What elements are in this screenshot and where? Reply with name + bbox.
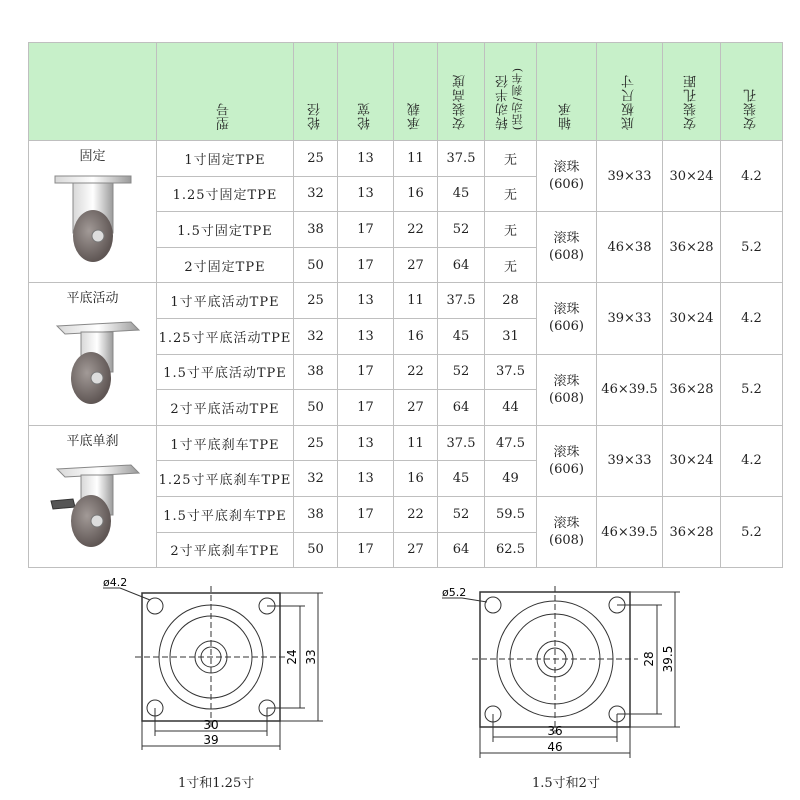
model-cell: 1.5寸平底刹车TPE (157, 496, 294, 532)
height-cell: 64 (438, 390, 485, 426)
bearing-type: 滚珠 (553, 373, 580, 389)
load-cell: 22 (394, 496, 438, 532)
header-row (29, 43, 783, 141)
swivel-radius-cell: 无 (485, 212, 537, 248)
height-cell: 64 (438, 247, 485, 283)
plate-size-cell: 39×33 (597, 425, 663, 496)
hole-label-large: ø5.2 (442, 586, 467, 599)
fixed-caster-icon (43, 168, 143, 268)
bearing-cell (537, 354, 597, 425)
bearing-type: 滚珠 (553, 302, 580, 318)
load-cell: 11 (394, 141, 438, 177)
hole-spacing-cell: 30×24 (663, 141, 721, 212)
model-cell: 2寸平底活动TPE (157, 390, 294, 426)
bearing-cell (537, 141, 597, 212)
bearing-code: (608) (549, 248, 584, 264)
hole-spacing-cell: 36×28 (663, 354, 721, 425)
hole-cell: 4.2 (721, 141, 783, 212)
hole-spacing-cell: 30×24 (663, 283, 721, 354)
bearing-code: (606) (549, 461, 584, 477)
bearing-type: 滚珠 (553, 444, 580, 460)
header-bearing: 轴承 (537, 43, 597, 141)
height-cell: 45 (438, 318, 485, 354)
outer-height-large: 39.5 (661, 645, 675, 673)
header-plate-size: 底板尺寸 (597, 43, 663, 141)
bearing-cell (537, 425, 597, 496)
hole-cell: 5.2 (721, 496, 783, 567)
table-row (29, 283, 783, 319)
hole-cell: 5.2 (721, 354, 783, 425)
plate-drawing-large (440, 584, 700, 764)
bearing-type: 滚珠 (553, 160, 580, 176)
load-cell: 11 (394, 425, 438, 461)
inner-width-large: 36 (547, 724, 563, 738)
hole-spacing-cell: 30×24 (663, 425, 721, 496)
outer-height-small: 33 (304, 649, 318, 665)
wheel-diameter-cell: 25 (294, 141, 338, 177)
height-cell: 52 (438, 212, 485, 248)
height-cell: 37.5 (438, 283, 485, 319)
wheel-width-cell: 13 (338, 141, 394, 177)
caption-large: 1.5寸和2寸 (532, 776, 600, 791)
model-cell: 1寸平底刹车TPE (157, 425, 294, 461)
caption-small: 1寸和1.25寸 (178, 776, 255, 791)
wheel-width-cell: 17 (338, 532, 394, 568)
model-cell: 1.5寸固定TPE (157, 212, 294, 248)
height-cell: 45 (438, 461, 485, 497)
model-cell: 2寸平底刹车TPE (157, 532, 294, 568)
height-cell: 52 (438, 354, 485, 390)
wheel-diameter-cell: 38 (294, 496, 338, 532)
swivel-radius-cell: 无 (485, 141, 537, 177)
header-height: 安装高度 (438, 43, 485, 141)
load-cell: 16 (394, 318, 438, 354)
spec-table (28, 42, 783, 568)
model-cell: 1.25寸平底刹车TPE (157, 461, 294, 497)
wheel-width-cell: 17 (338, 354, 394, 390)
wheel-diameter-cell: 50 (294, 247, 338, 283)
header-swivel-radius: 转动半径(活动/刹车) (485, 43, 537, 141)
bearing-type: 滚珠 (553, 231, 580, 247)
bearing-code: (606) (549, 319, 584, 335)
swivel-radius-cell: 44 (485, 390, 537, 426)
header-hole: 安装孔 (721, 43, 783, 141)
plate-size-cell: 46×39.5 (597, 496, 663, 567)
outer-width-large: 46 (547, 740, 563, 754)
swivel-radius-cell: 无 (485, 176, 537, 212)
plate-size-cell: 46×39.5 (597, 354, 663, 425)
wheel-diameter-cell: 32 (294, 176, 338, 212)
header-load: 承载 (394, 43, 438, 141)
load-cell: 11 (394, 283, 438, 319)
wheel-width-cell: 17 (338, 247, 394, 283)
load-cell: 16 (394, 461, 438, 497)
swivel-caster-icon (43, 310, 143, 410)
wheel-diameter-cell: 25 (294, 425, 338, 461)
load-cell: 22 (394, 212, 438, 248)
header-blank (29, 43, 157, 141)
bearing-type: 滚珠 (553, 516, 580, 532)
load-cell: 27 (394, 247, 438, 283)
swivel-radius-cell: 62.5 (485, 532, 537, 568)
table-row (29, 425, 783, 461)
header-wheel-width: 轮宽 (338, 43, 394, 141)
swivel-radius-cell: 49 (485, 461, 537, 497)
height-cell: 64 (438, 532, 485, 568)
bearing-cell (537, 496, 597, 567)
category-label: 固定 (79, 149, 106, 164)
swivel-radius-cell: 无 (485, 247, 537, 283)
category-cell (29, 283, 157, 425)
header-hole-spacing: 安装孔距 (663, 43, 721, 141)
bearing-cell (537, 283, 597, 354)
wheel-diameter-cell: 25 (294, 283, 338, 319)
hole-spacing-cell: 36×28 (663, 212, 721, 283)
model-cell: 1.25寸固定TPE (157, 176, 294, 212)
load-cell: 22 (394, 354, 438, 390)
header-wheel-diameter: 轮径 (294, 43, 338, 141)
brake-caster-icon (43, 453, 143, 553)
inner-width-small: 30 (203, 718, 219, 732)
wheel-width-cell: 17 (338, 212, 394, 248)
load-cell: 16 (394, 176, 438, 212)
hole-spacing-cell: 36×28 (663, 496, 721, 567)
bearing-cell (537, 212, 597, 283)
hole-cell: 4.2 (721, 425, 783, 496)
table-row (29, 141, 783, 177)
plate-size-cell: 46×38 (597, 212, 663, 283)
wheel-diameter-cell: 38 (294, 354, 338, 390)
wheel-width-cell: 13 (338, 283, 394, 319)
plate-size-cell: 39×33 (597, 141, 663, 212)
hole-cell: 4.2 (721, 283, 783, 354)
hole-label-small: ø4.2 (103, 578, 128, 589)
wheel-width-cell: 17 (338, 496, 394, 532)
wheel-width-cell: 13 (338, 176, 394, 212)
wheel-diameter-cell: 50 (294, 390, 338, 426)
plate-size-cell: 39×33 (597, 283, 663, 354)
outer-width-small: 39 (203, 733, 219, 747)
swivel-radius-cell: 28 (485, 283, 537, 319)
swivel-radius-cell: 31 (485, 318, 537, 354)
inner-height-small: 24 (285, 649, 299, 665)
height-cell: 45 (438, 176, 485, 212)
plate-drawing-small (95, 578, 345, 758)
wheel-diameter-cell: 50 (294, 532, 338, 568)
bearing-code: (608) (549, 390, 584, 406)
load-cell: 27 (394, 390, 438, 426)
model-cell: 2寸固定TPE (157, 247, 294, 283)
model-cell: 1寸固定TPE (157, 141, 294, 177)
swivel-radius-cell: 47.5 (485, 425, 537, 461)
load-cell: 27 (394, 532, 438, 568)
wheel-diameter-cell: 32 (294, 461, 338, 497)
model-cell: 1寸平底活动TPE (157, 283, 294, 319)
header-model: 型号 (157, 43, 294, 141)
hole-cell: 5.2 (721, 212, 783, 283)
wheel-width-cell: 13 (338, 318, 394, 354)
height-cell: 37.5 (438, 141, 485, 177)
model-cell: 1.5寸平底活动TPE (157, 354, 294, 390)
category-cell (29, 425, 157, 567)
wheel-diameter-cell: 38 (294, 212, 338, 248)
swivel-radius-cell: 59.5 (485, 496, 537, 532)
inner-height-large: 28 (642, 651, 656, 667)
height-cell: 52 (438, 496, 485, 532)
wheel-width-cell: 13 (338, 425, 394, 461)
bearing-code: (606) (549, 177, 584, 193)
height-cell: 37.5 (438, 425, 485, 461)
category-cell (29, 141, 157, 283)
model-cell: 1.25寸平底活动TPE (157, 318, 294, 354)
category-label: 平底单刹 (66, 433, 119, 449)
category-label: 平底活动 (66, 291, 119, 307)
bearing-code: (608) (549, 533, 584, 549)
wheel-diameter-cell: 32 (294, 318, 338, 354)
swivel-radius-cell: 37.5 (485, 354, 537, 390)
wheel-width-cell: 17 (338, 390, 394, 426)
wheel-width-cell: 13 (338, 461, 394, 497)
